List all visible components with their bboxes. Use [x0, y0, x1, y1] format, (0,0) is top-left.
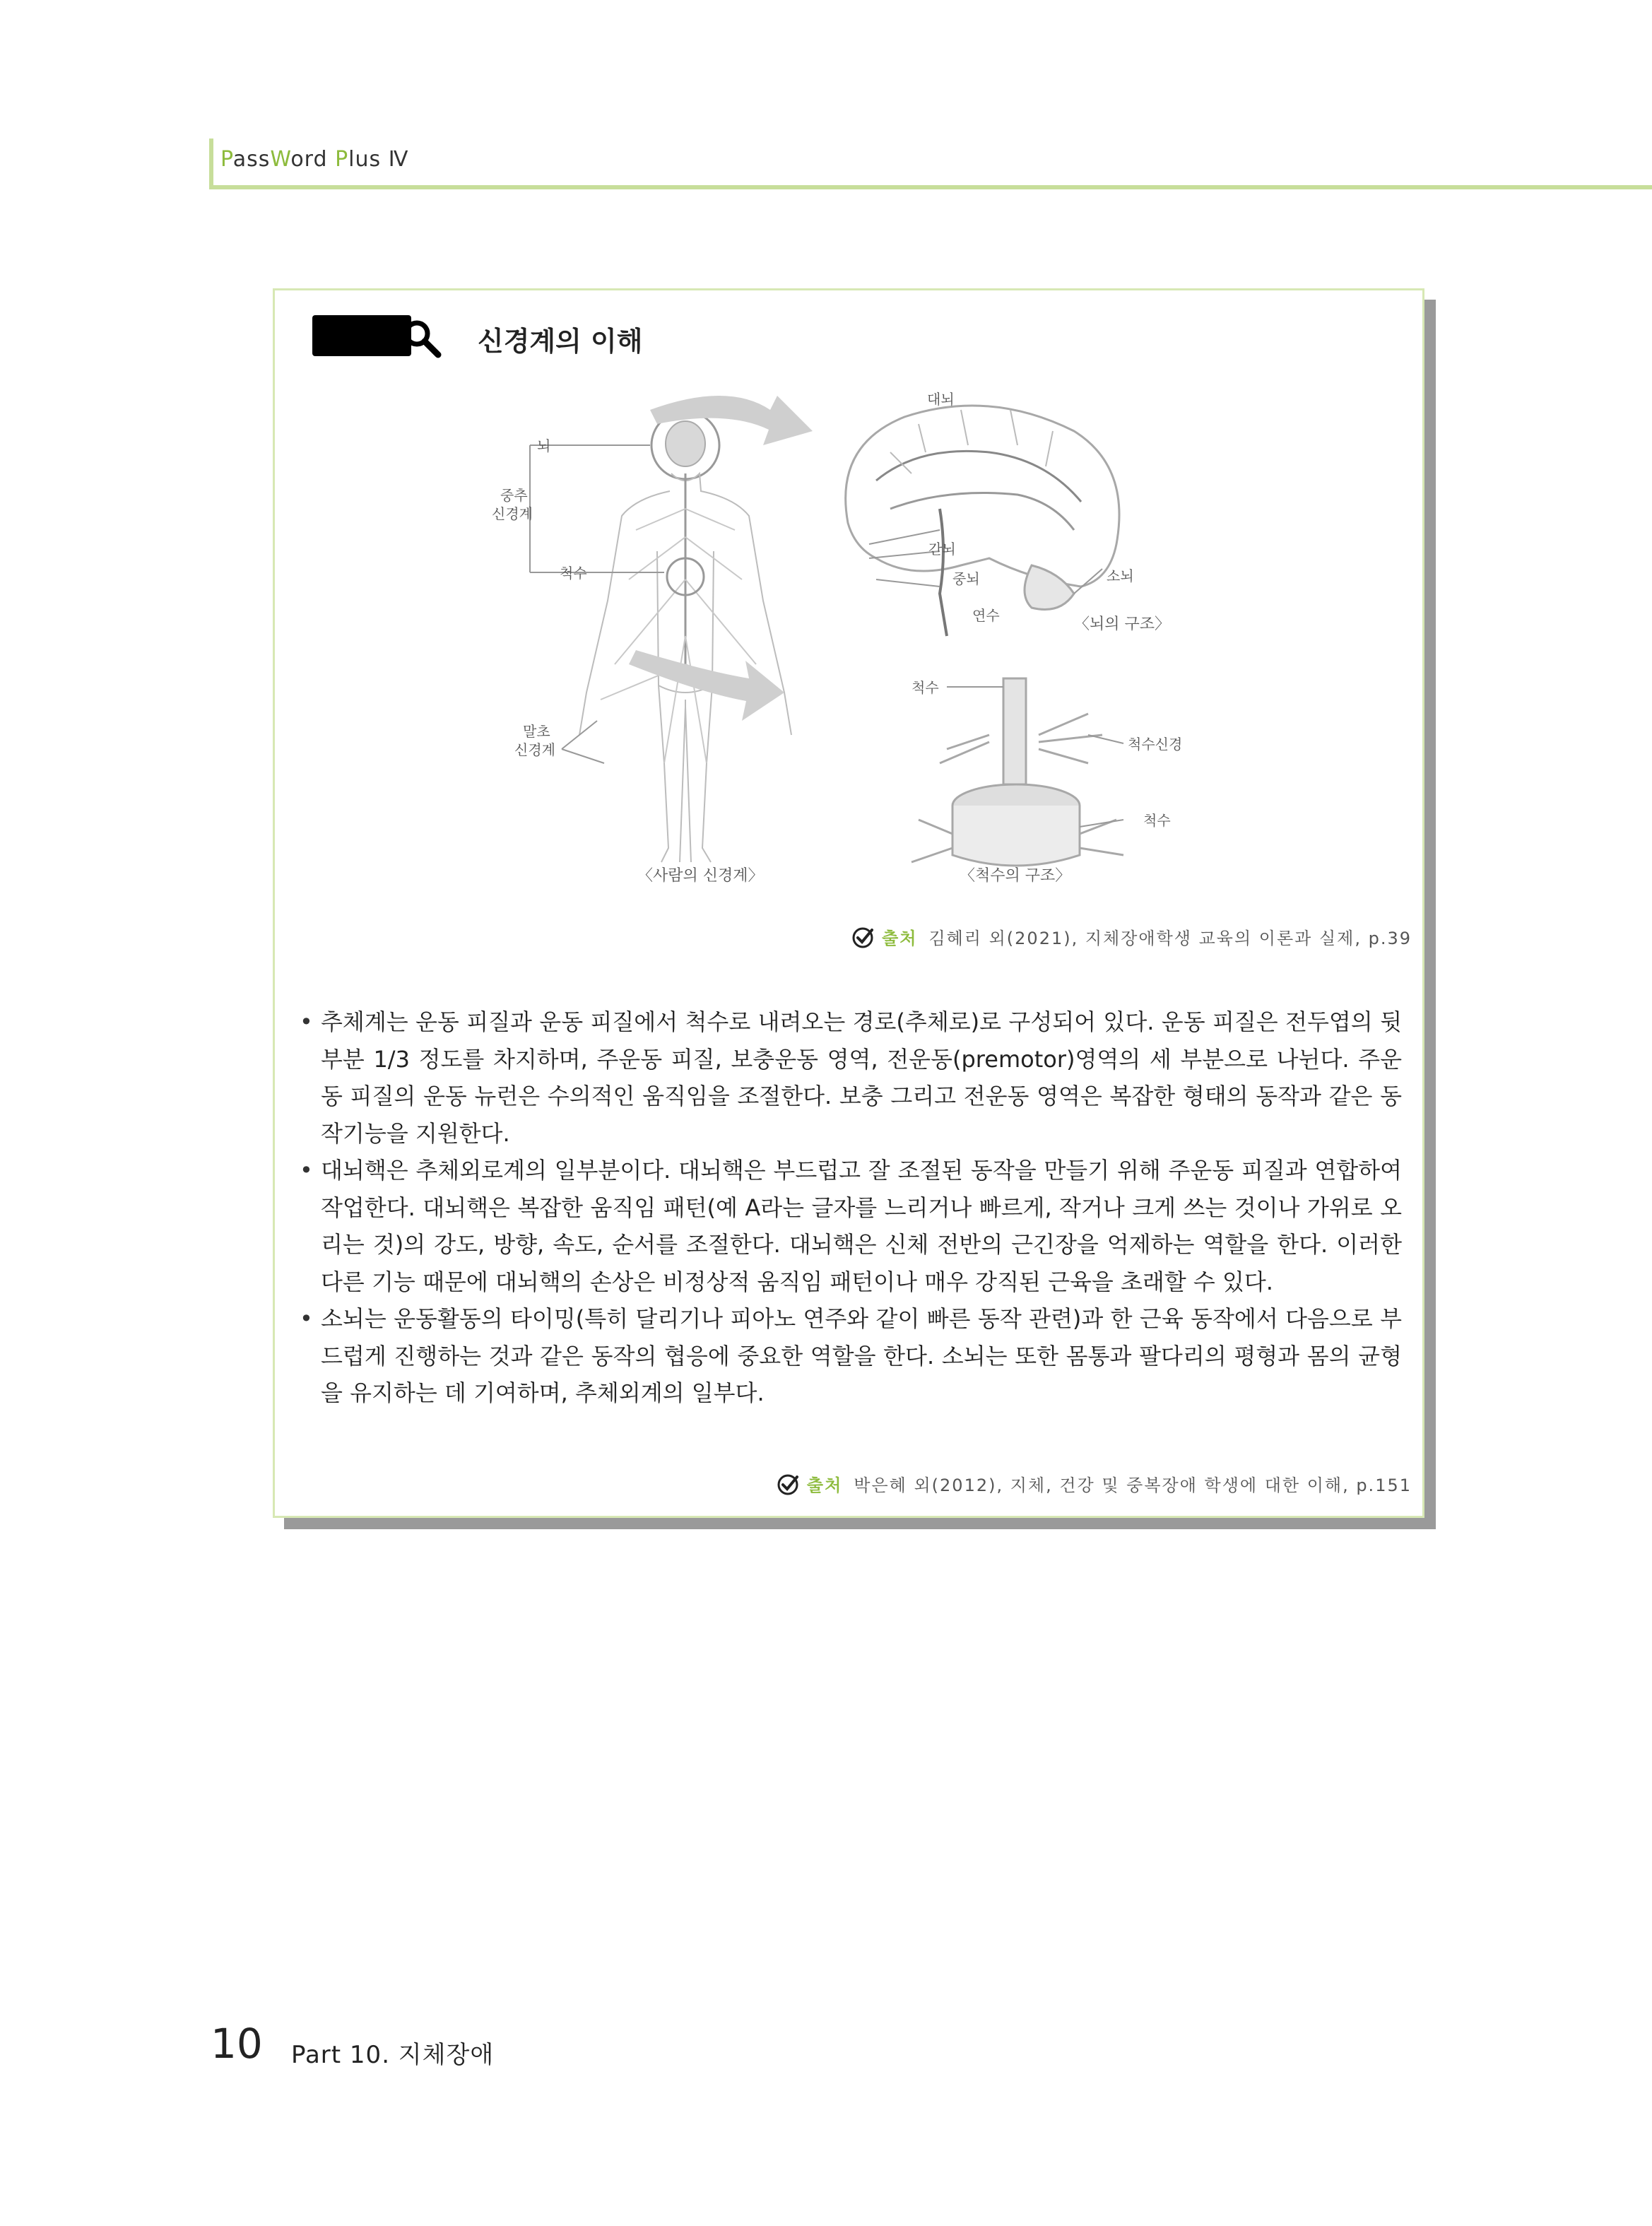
- label-interbrain: 간뇌: [928, 541, 956, 558]
- label-brain: 뇌: [537, 437, 551, 454]
- label-pns: [514, 723, 555, 758]
- box-title: 신경계의 이해: [478, 326, 643, 357]
- header-part: Ⅳ: [381, 147, 409, 172]
- label-cerebrum: 대뇌: [927, 391, 955, 408]
- running-header: [220, 147, 408, 172]
- header-part: P: [220, 147, 233, 172]
- bullet-list: [300, 1003, 1402, 1412]
- header-part: W: [270, 147, 291, 172]
- caption-human: 〈사람의 신경계〉: [637, 867, 764, 885]
- source-text: 김혜리 외(2021), 지체장애학생 교육의 이론과 실제, p.39: [928, 929, 1412, 948]
- header-part: [328, 147, 336, 172]
- header-part: P: [335, 147, 349, 172]
- footer-part: Part 10. 지체장애: [291, 2041, 495, 2069]
- label-cns: [492, 487, 533, 522]
- human-label-lines: [530, 445, 664, 763]
- human-body-illustration: [579, 411, 791, 862]
- source-citation-2: [776, 1471, 1412, 1497]
- arrow-to-spinal: [629, 650, 784, 721]
- bullet-item: • 추체계는 운동 피질과 운동 피질에서 척수로 내려오는 경로(추체로)로 구성되어 있다. 운동 피질은 전두엽의 뒷부분 1/3 정도를 차지하며, 주운동 피질, 보충운동 영역, 전운동(premotor)영역의 세 부분으로 나뉜다. 주운동 피질의 운동 뉴런은 수의적인 움직임을 조절한다. 보충 그리고 전운동 영역은 복잡한 형태의 동작과 같은 동작기능을 지원한다.: [300, 1003, 1402, 1152]
- check-circle-icon: [851, 926, 875, 950]
- label-cerebellum: 소뇌: [1107, 567, 1134, 584]
- bullet-item: • 대뇌핵은 추체외로계의 일부분이다. 대뇌핵은 부드럽고 잘 조절된 동작을 만들기 위해 주운동 피질과 연합하여 작업한다. 대뇌핵은 복잡한 움직임 패턴(예 A라는 글자를 느리거나 빠르게, 작거나 크게 쓰는 것이나 가위로 오리는 것)의 강도, 방향, 속도, 순서를 조절한다. 대뇌핵은 신체 전반의 근긴장을 억제하는 역할을 한다. 이러한 다른 기능 때문에 대뇌핵의 손상은 비정상적 움직임 패턴이나 매우 강직된 근육을 초래할 수 있다.: [300, 1152, 1402, 1300]
- source-text: 박은혜 외(2012), 지체, 건강 및 중복장애 학생에 대한 이해, p.151: [854, 1476, 1412, 1495]
- page-number: 10: [211, 2020, 263, 2068]
- label-spinal-top: 척수: [911, 679, 939, 696]
- source-label: 출처: [806, 1476, 843, 1495]
- label-cns-line: 중추: [500, 487, 528, 504]
- header-part: ass: [232, 147, 271, 172]
- check-circle-icon: [776, 1473, 800, 1497]
- header-rule: [209, 185, 1652, 189]
- bullet-item: • 소뇌는 운동활동의 타이밍(특히 달리기나 피아노 연주와 같이 빠른 동작 관련)과 한 근육 동작에서 다음으로 부드럽게 진행하는 것과 같은 동작의 협응에 중요한 역할을 한다. 소뇌는 또한 몸통과 팔다리의 평형과 몸의 균형을 유지하는 데 기여하며, 추체외계의 일부다.: [300, 1300, 1402, 1412]
- brain-illustration: [846, 406, 1119, 636]
- header-accent-bar: [209, 139, 213, 189]
- spinal-structure-illustration: [911, 678, 1123, 866]
- label-pns-line: 신경계: [514, 741, 555, 758]
- label-spinal-bottom: 척수: [1143, 812, 1171, 829]
- nervous-system-figure: [452, 367, 1258, 905]
- redacted-label: [312, 315, 411, 356]
- label-midbrain: 중뇌: [952, 570, 980, 587]
- header-part: lus: [348, 147, 382, 172]
- caption-brain: 〈뇌의 구조〉: [1074, 616, 1171, 633]
- header-part: ord: [290, 147, 328, 172]
- label-spinal: 척수: [560, 565, 587, 582]
- label-pns-line: 말초: [523, 723, 550, 740]
- source-label: 출처: [882, 929, 918, 948]
- source-citation-1: [851, 924, 1412, 950]
- caption-spinal: 〈척수의 구조〉: [960, 867, 1071, 885]
- magnifier-icon: [401, 318, 444, 360]
- label-medulla: 연수: [972, 607, 1000, 624]
- label-spinal-nerve: 척수신경: [1128, 736, 1183, 753]
- label-cns-line: 신경계: [492, 505, 533, 522]
